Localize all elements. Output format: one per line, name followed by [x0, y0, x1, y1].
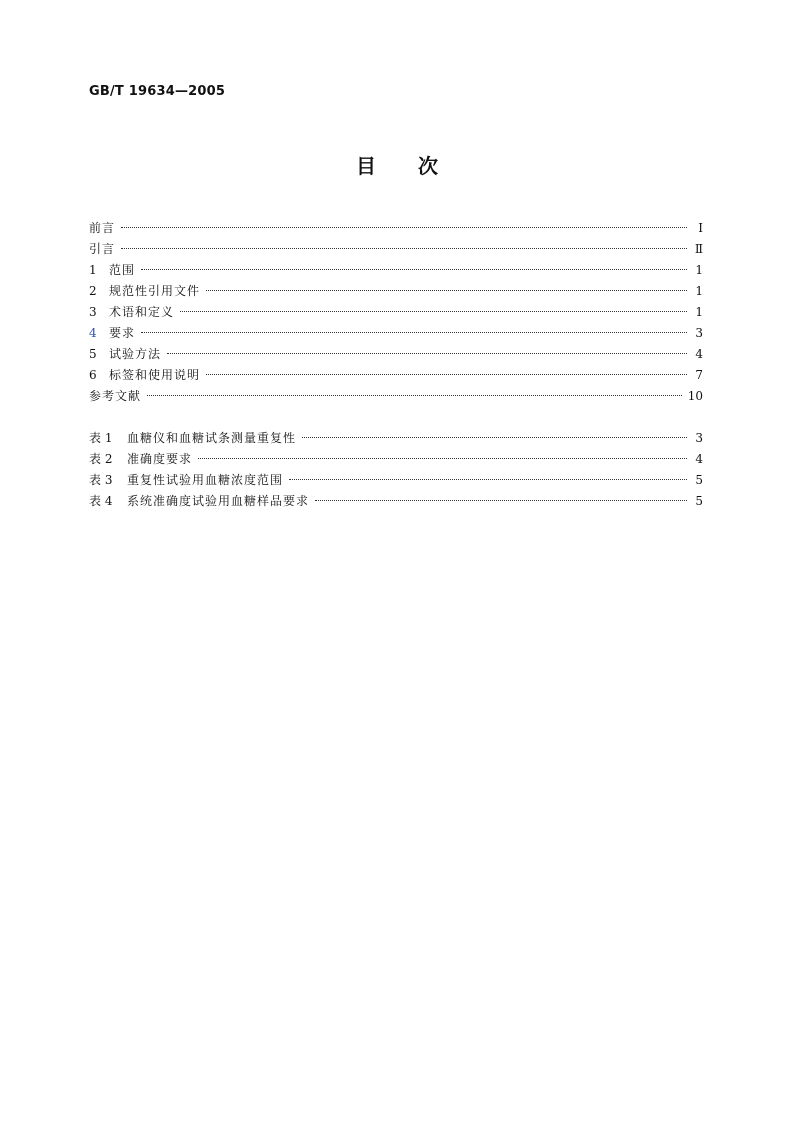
toc-entry-page: 1 — [695, 263, 703, 277]
toc-entry-number: 表 4 — [89, 494, 113, 508]
leader-dots — [141, 268, 687, 270]
toc-entry-label: 范围 — [109, 263, 136, 277]
leader-dots — [121, 247, 687, 249]
toc-entry-bibliography[interactable] — [89, 386, 703, 407]
leader-dots — [289, 478, 687, 480]
page-title — [0, 150, 794, 179]
leader-dots — [141, 331, 687, 333]
toc-entry-page: Ⅰ — [698, 221, 703, 235]
toc-entry-requirements[interactable] — [89, 323, 703, 344]
toc-entry-label: 标签和使用说明 — [109, 368, 201, 382]
toc-entry-label: 术语和定义 — [109, 305, 175, 319]
leader-dots — [180, 310, 687, 312]
toc-entry-introduction[interactable] — [89, 239, 703, 260]
toc-entry-label: 重复性试验用血糖浓度范围 — [127, 473, 284, 487]
toc-entry-page: 4 — [695, 347, 703, 361]
toc-entry-page: Ⅱ — [694, 242, 703, 256]
toc-entry-terms-definitions[interactable] — [89, 302, 703, 323]
leader-dots — [167, 352, 687, 354]
leader-dots — [315, 499, 687, 501]
title-char-2: 次 — [418, 154, 438, 178]
toc-entry-number: 4 — [89, 326, 97, 340]
toc-entry-label: 准确度要求 — [127, 452, 193, 466]
toc-entry-table-3[interactable] — [89, 470, 703, 491]
toc-entry-number: 5 — [89, 347, 97, 361]
toc-entry-number: 2 — [89, 284, 97, 298]
toc-entry-page: 10 — [687, 389, 703, 403]
toc-entry-label: 试验方法 — [109, 347, 162, 361]
toc-entry-label: 血糖仪和血糖试条测量重复性 — [127, 431, 297, 445]
toc-entry-number: 6 — [89, 368, 97, 382]
toc-entry-number: 3 — [89, 305, 97, 319]
leader-dots — [198, 457, 687, 459]
leader-dots — [147, 394, 682, 396]
toc-entry-page: 1 — [695, 305, 703, 319]
toc-entry-page: 7 — [695, 368, 703, 382]
toc-entry-labeling-instructions[interactable] — [89, 365, 703, 386]
leader-dots — [302, 436, 687, 438]
toc-entry-foreword[interactable] — [89, 218, 703, 239]
leader-dots — [121, 226, 687, 228]
toc-entry-label: 引言 — [89, 242, 116, 256]
toc-entry-number: 表 1 — [89, 431, 113, 445]
toc-entry-table-4[interactable] — [89, 491, 703, 512]
toc-table-list — [89, 428, 703, 512]
toc-entry-test-methods[interactable] — [89, 344, 703, 365]
toc-entry-label: 规范性引用文件 — [109, 284, 201, 298]
standard-number: GB/T 19634—2005 — [89, 84, 226, 99]
toc-entry-page: 3 — [695, 326, 703, 340]
toc-entry-scope[interactable] — [89, 260, 703, 281]
toc-entry-table-1[interactable] — [89, 428, 703, 449]
leader-dots — [206, 289, 687, 291]
toc-entry-page: 3 — [695, 431, 703, 445]
toc-entry-page: 1 — [695, 284, 703, 298]
toc-entry-label: 前言 — [89, 221, 116, 235]
title-char-1: 目 — [356, 154, 376, 178]
toc-entry-page: 4 — [695, 452, 703, 466]
toc-entry-table-2[interactable] — [89, 449, 703, 470]
toc-entry-number: 表 2 — [89, 452, 113, 466]
toc-entry-label: 要求 — [109, 326, 136, 340]
toc-main-list — [89, 218, 703, 407]
toc-entry-number: 1 — [89, 263, 97, 277]
toc-entry-normative-references[interactable] — [89, 281, 703, 302]
toc-entry-number: 表 3 — [89, 473, 113, 487]
toc-entry-label: 系统准确度试验用血糖样品要求 — [127, 494, 310, 508]
toc-entry-page: 5 — [695, 494, 703, 508]
toc-entry-label: 参考文献 — [89, 389, 142, 403]
toc-entry-page: 5 — [695, 473, 703, 487]
leader-dots — [206, 373, 687, 375]
